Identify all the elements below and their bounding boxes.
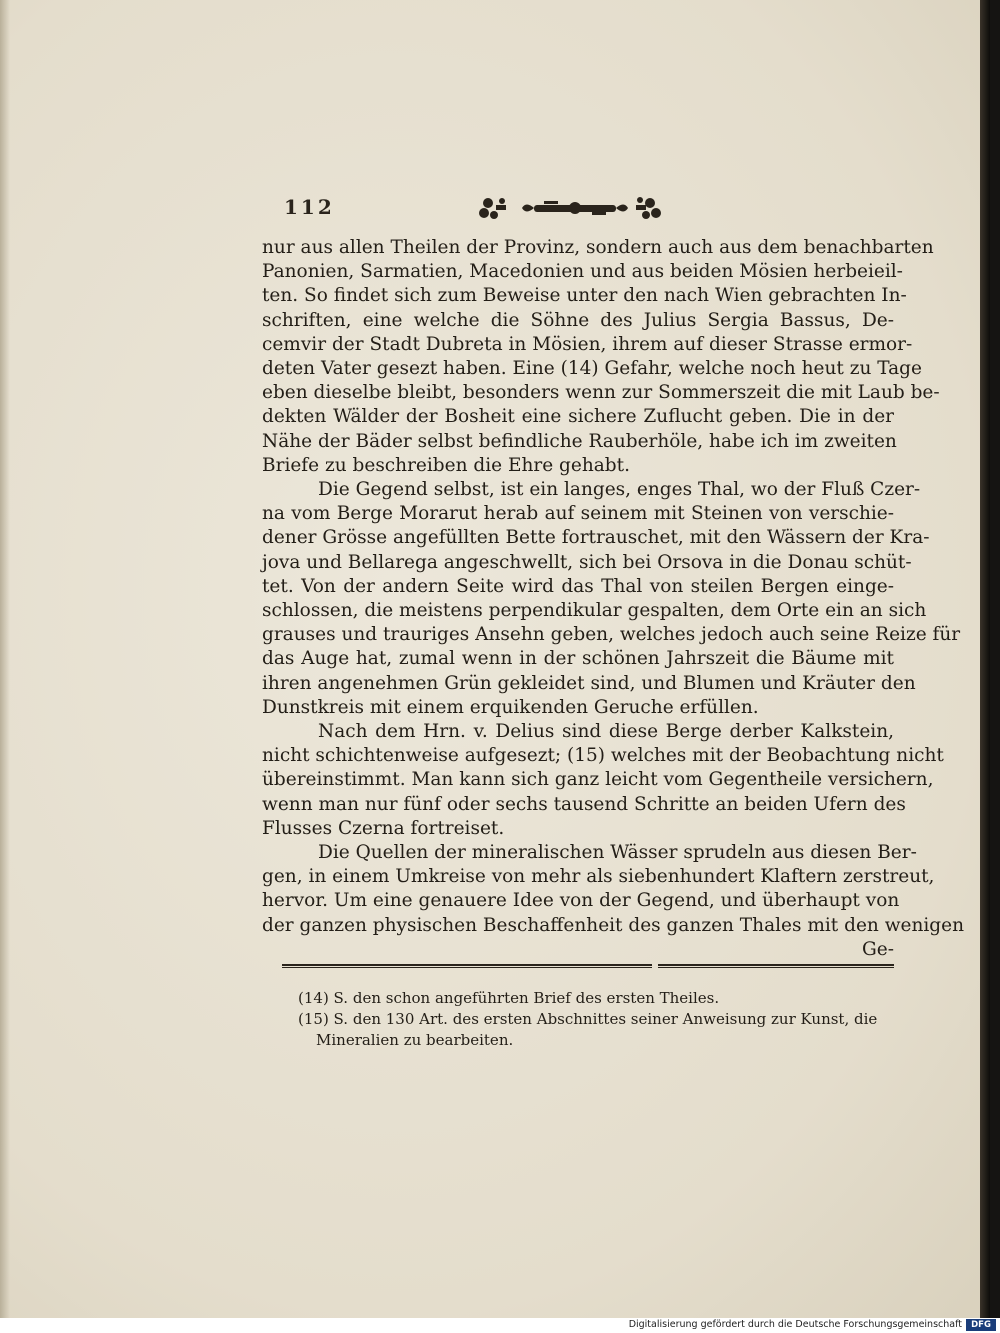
text-line: ten. So findet sich zum Beweise unter den nach Wien gebrachten In- <box>262 285 907 307</box>
text-line: na vom Berge Morarut herab auf seinem mit Steinen von verschie- <box>262 503 894 525</box>
footnote-15: (15) S. den 130 Art. des ersten Abschnittes seiner Anweisung zur Kunst, die <box>298 1010 878 1028</box>
text-line: tet. Von der andern Seite wird das Thal von steilen Bergen einge- <box>262 575 894 597</box>
text-line: cemvir der Stadt Dubreta in Mösien, ihrem auf dieser Strasse ermor- <box>262 333 913 355</box>
body-text <box>262 236 965 962</box>
text-line: hervor. Um eine genauere Idee von der Gegend, und überhaupt von <box>262 890 900 912</box>
catchword: Ge- <box>862 938 894 960</box>
text-line: gen, in einem Umkreise von mehr als siebenhundert Klaftern zerstreut, <box>262 866 935 888</box>
text-line: wenn man nur fünf oder sechs tausend Schritte an beiden Ufern des <box>262 793 906 815</box>
page-number: 112 <box>284 195 335 219</box>
text-line: Dunstkreis mit einem erquikenden Geruche erfüllen. <box>262 696 759 718</box>
page-edge-shadow <box>0 0 10 1318</box>
text-line: dener Grösse angefüllten Bette fortrauschet, mit den Wässern der Kra- <box>262 527 930 549</box>
text-line: deten Vater gesezt haben. Eine (14) Gefahr, welche noch heut zu Tage <box>262 358 922 380</box>
funding-credit: Digitalisierung gefördert durch die Deutsche Forschungsgemeinschaft <box>628 1319 962 1330</box>
fleuron-ornament-icon <box>474 193 674 225</box>
text-line: schlossen, die meistens perpendikular gespalten, dem Orte ein an sich <box>262 600 927 622</box>
text-line: ihren angenehmen Grün gekleidet sind, und Blumen und Kräuter den <box>262 672 916 694</box>
text-line: übereinstimmt. Man kann sich ganz leicht vom Gegentheile versichern, <box>262 769 934 791</box>
text-line: Flusses Czerna fortreiset. <box>262 817 505 839</box>
text-line: Die Quellen der mineralischen Wässer sprudeln aus diesen Ber- <box>318 842 917 864</box>
footnotes <box>298 988 898 1051</box>
text-line: eben dieselbe bleibt, besonders wenn zur Sommerszeit die mit Laub be- <box>262 382 940 404</box>
text-line: schriften, eine welche die Söhne des Julius Sergia Bassus, De- <box>262 309 894 331</box>
digitization-footer <box>0 1318 1000 1333</box>
footnote-14: (14) S. den schon angeführten Brief des ersten Theiles. <box>298 989 720 1007</box>
text-line: dekten Wälder der Bosheit eine sichere Zuflucht geben. Die in der <box>262 406 894 428</box>
text-line: Nach dem Hrn. v. Delius sind diese Berge derber Kalkstein, <box>318 721 894 743</box>
text-line: Die Gegend selbst, ist ein langes, enges Thal, wo der Fluß Czer- <box>318 479 921 501</box>
text-line: jova und Bellarega angeschwellt, sich bei Orsova in die Donau schüt- <box>262 551 912 573</box>
footnote-15-continued: Mineralien zu bearbeiten. <box>316 1031 514 1049</box>
text-line: Panonien, Sarmatien, Macedonien und aus beiden Mösien herbeieil- <box>262 261 903 283</box>
page-header <box>284 193 684 225</box>
text-line: Nähe der Bäder selbst befindliche Rauberhöle, habe ich im zweiten <box>262 430 897 452</box>
text-line: grauses und trauriges Ansehn geben, welches jedoch auch seine Reize für <box>262 624 961 646</box>
footnote-rule <box>282 963 894 971</box>
text-line: Briefe zu beschreiben die Ehre gehabt. <box>262 454 630 476</box>
text-line: nur aus allen Theilen der Provinz, sondern auch aus dem benachbarten <box>262 237 934 258</box>
text-line: das Auge hat, zumal wenn in der schönen Jahrszeit die Bäume mit <box>262 648 894 670</box>
text-line: nicht schichtenweise aufgesezt; (15) welches mit der Beobachtung nicht <box>262 745 944 767</box>
binding-gutter <box>980 0 990 1318</box>
text-line: der ganzen physischen Beschaffenheit des ganzen Thales mit den wenigen <box>262 914 965 936</box>
dfg-logo: DFG <box>966 1319 996 1331</box>
